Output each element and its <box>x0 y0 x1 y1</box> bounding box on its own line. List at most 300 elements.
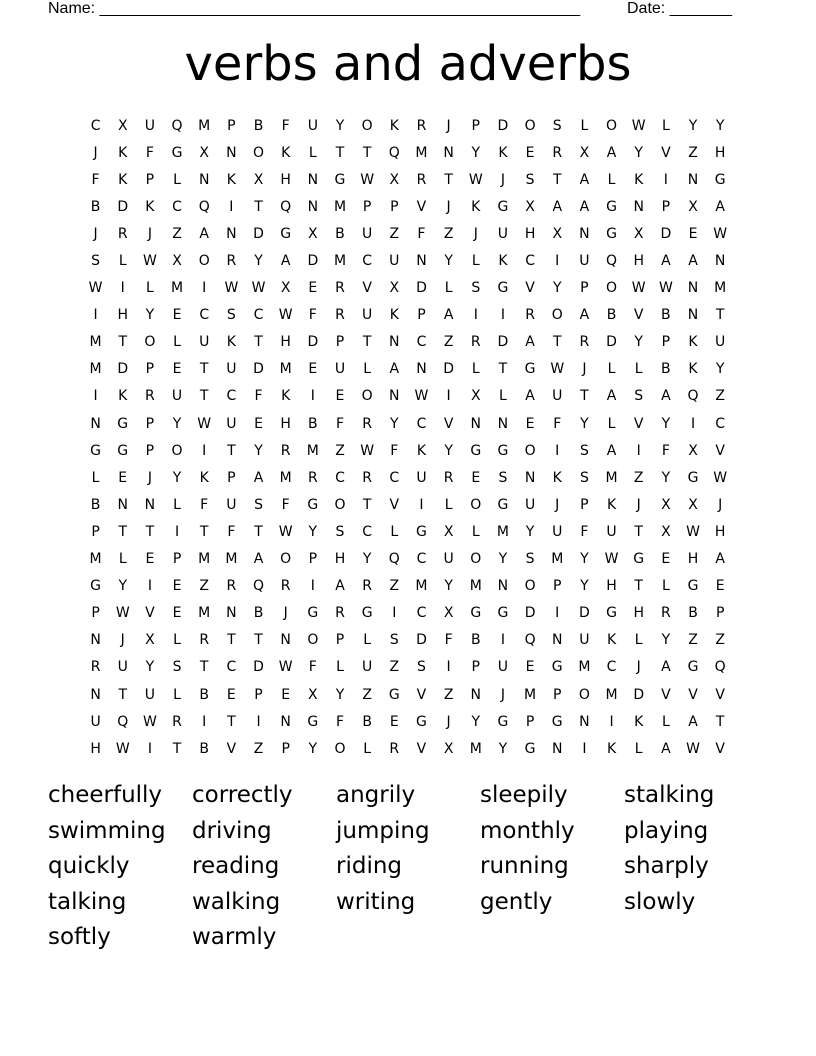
grid-letter[interactable]: R <box>335 307 345 324</box>
grid-letter[interactable]: T <box>580 388 589 405</box>
grid-letter[interactable]: L <box>145 280 154 297</box>
grid-letter[interactable]: R <box>362 578 372 595</box>
grid-letter[interactable]: J <box>147 225 152 242</box>
grid-letter[interactable]: Y <box>335 117 345 134</box>
grid-letter[interactable]: U <box>226 496 237 513</box>
grid-letter[interactable]: C <box>606 659 617 676</box>
grid-letter[interactable]: E <box>525 659 535 676</box>
grid-letter[interactable]: M <box>496 523 509 540</box>
grid-letter[interactable]: P <box>335 334 345 351</box>
grid-letter[interactable]: P <box>91 523 100 540</box>
grid-letter[interactable]: J <box>555 496 560 513</box>
grid-letter[interactable]: C <box>416 334 427 351</box>
grid-letter[interactable]: A <box>688 713 698 730</box>
grid-letter[interactable]: Z <box>688 632 698 649</box>
grid-letter[interactable]: N <box>90 415 101 432</box>
grid-letter[interactable]: X <box>308 686 318 703</box>
grid-letter[interactable]: Q <box>198 198 210 215</box>
grid-letter[interactable]: K <box>145 198 155 215</box>
grid-letter[interactable]: J <box>93 225 98 242</box>
grid-letter[interactable]: I <box>147 740 152 757</box>
grid-letter[interactable]: P <box>227 117 236 134</box>
grid-letter[interactable]: G <box>470 605 482 622</box>
grid-letter[interactable]: C <box>90 117 101 134</box>
grid-letter[interactable]: K <box>389 307 399 324</box>
grid-letter[interactable]: J <box>500 171 505 188</box>
grid-letter[interactable]: K <box>199 469 209 486</box>
grid-letter[interactable]: O <box>171 442 183 459</box>
grid-letter[interactable]: M <box>605 686 618 703</box>
grid-letter[interactable]: N <box>416 253 427 270</box>
grid-letter[interactable]: W <box>631 117 646 134</box>
grid-letter[interactable]: R <box>172 713 182 730</box>
grid-letter[interactable]: I <box>582 740 587 757</box>
grid-letter[interactable]: Y <box>661 632 671 649</box>
grid-letter[interactable]: L <box>173 632 181 649</box>
grid-letter[interactable]: R <box>362 415 372 432</box>
grid-letter[interactable]: M <box>171 280 184 297</box>
grid-letter[interactable]: U <box>497 225 509 242</box>
grid-letter[interactable]: G <box>90 442 101 459</box>
grid-letter[interactable]: R <box>226 253 237 270</box>
grid-letter[interactable]: L <box>390 523 399 540</box>
grid-letter[interactable]: L <box>634 740 643 757</box>
grid-letter[interactable]: B <box>470 632 481 649</box>
grid-letter[interactable]: O <box>307 632 319 649</box>
grid-letter[interactable]: B <box>661 361 671 378</box>
grid-letter[interactable]: O <box>470 496 482 513</box>
grid-letter[interactable]: I <box>147 578 152 595</box>
grid-letter[interactable]: M <box>306 442 319 459</box>
grid-letter[interactable]: P <box>417 307 426 324</box>
grid-letter[interactable]: L <box>634 632 643 649</box>
grid-letter[interactable]: U <box>226 415 237 432</box>
grid-letter[interactable]: P <box>308 551 318 568</box>
grid-letter[interactable]: Y <box>498 551 508 568</box>
grid-letter[interactable]: T <box>362 496 372 513</box>
grid-letter[interactable]: J <box>120 632 125 649</box>
grid-letter[interactable]: K <box>498 253 508 270</box>
grid-letter[interactable]: S <box>254 496 263 513</box>
grid-letter[interactable]: L <box>173 334 181 351</box>
grid-letter[interactable]: I <box>202 713 207 730</box>
grid-letter[interactable]: K <box>416 442 427 459</box>
grid-letter[interactable]: R <box>470 334 481 351</box>
grid-letter[interactable]: A <box>579 171 590 188</box>
grid-letter[interactable]: I <box>93 307 98 324</box>
grid-letter[interactable]: R <box>280 578 291 595</box>
grid-letter[interactable]: Y <box>444 578 453 595</box>
grid-letter[interactable]: P <box>172 551 182 568</box>
grid-letter[interactable]: X <box>552 225 563 242</box>
grid-letter[interactable]: I <box>446 659 451 676</box>
grid-letter[interactable]: Q <box>687 388 699 405</box>
grid-letter[interactable]: I <box>202 442 207 459</box>
grid-letter[interactable]: Y <box>308 523 318 540</box>
grid-letter[interactable]: O <box>361 117 373 134</box>
grid-letter[interactable]: K <box>118 388 128 405</box>
grid-letter[interactable]: Y <box>335 686 345 703</box>
grid-letter[interactable]: Z <box>715 632 725 649</box>
grid-letter[interactable]: W <box>278 523 293 540</box>
grid-letter[interactable]: N <box>714 253 726 270</box>
grid-letter[interactable]: N <box>280 713 291 730</box>
grid-letter[interactable]: S <box>226 307 236 324</box>
grid-letter[interactable]: I <box>93 388 98 405</box>
grid-letter[interactable]: E <box>715 578 725 595</box>
grid-letter[interactable]: Y <box>172 415 182 432</box>
grid-letter[interactable]: T <box>227 632 236 649</box>
grid-letter[interactable]: O <box>524 442 536 459</box>
grid-letter[interactable]: D <box>497 334 509 351</box>
grid-letter[interactable]: N <box>687 171 699 188</box>
grid-letter[interactable]: A <box>606 442 617 459</box>
grid-letter[interactable]: M <box>198 605 211 622</box>
grid-letter[interactable]: T <box>254 198 263 215</box>
grid-letter[interactable]: T <box>227 442 236 459</box>
grid-letter[interactable]: V <box>525 280 535 297</box>
grid-letter[interactable]: Q <box>714 659 726 676</box>
grid-letter[interactable]: J <box>473 225 478 242</box>
grid-letter[interactable]: L <box>499 388 507 405</box>
grid-letter[interactable]: B <box>90 198 101 215</box>
grid-letter[interactable]: R <box>660 605 671 622</box>
grid-letter[interactable]: P <box>254 686 263 703</box>
grid-letter[interactable]: C <box>715 415 726 432</box>
grid-letter[interactable]: N <box>389 388 400 405</box>
grid-letter[interactable]: S <box>498 469 508 486</box>
grid-letter[interactable]: O <box>524 117 536 134</box>
grid-letter[interactable]: H <box>714 144 726 161</box>
grid-letter[interactable]: O <box>551 307 563 324</box>
grid-letter[interactable]: M <box>333 198 347 215</box>
grid-letter[interactable]: R <box>335 605 345 622</box>
grid-letter[interactable]: N <box>226 144 237 161</box>
grid-letter[interactable]: N <box>90 632 101 649</box>
grid-letter[interactable]: K <box>281 144 291 161</box>
grid-letter[interactable]: X <box>470 388 481 405</box>
grid-letter[interactable]: P <box>553 578 562 595</box>
grid-letter[interactable]: L <box>634 361 643 378</box>
grid-letter[interactable]: I <box>473 307 478 324</box>
grid-letter[interactable]: T <box>199 388 209 405</box>
grid-letter[interactable]: H <box>714 523 726 540</box>
grid-letter[interactable]: L <box>444 496 453 513</box>
grid-letter[interactable]: H <box>633 253 644 270</box>
grid-letter[interactable]: C <box>199 307 210 324</box>
grid-letter[interactable]: M <box>469 578 482 595</box>
grid-letter[interactable]: L <box>471 523 480 540</box>
grid-letter[interactable]: X <box>280 280 291 297</box>
grid-letter[interactable]: H <box>280 334 291 351</box>
grid-letter[interactable]: N <box>551 740 563 757</box>
grid-letter[interactable]: E <box>145 551 155 568</box>
grid-letter[interactable]: O <box>578 686 590 703</box>
grid-letter[interactable]: L <box>471 361 480 378</box>
grid-letter[interactable]: G <box>171 144 183 161</box>
grid-letter[interactable]: S <box>579 442 589 459</box>
grid-letter[interactable]: R <box>416 171 427 188</box>
grid-letter[interactable]: G <box>687 469 699 486</box>
grid-letter[interactable]: T <box>552 171 562 188</box>
grid-letter[interactable]: S <box>525 171 535 188</box>
grid-letter[interactable]: P <box>580 496 589 513</box>
grid-letter[interactable]: X <box>145 632 155 649</box>
grid-letter[interactable]: E <box>254 415 263 432</box>
grid-letter[interactable]: B <box>199 740 209 757</box>
grid-letter[interactable]: D <box>443 361 454 378</box>
grid-letter[interactable]: F <box>390 442 399 459</box>
grid-letter[interactable]: B <box>661 307 671 324</box>
grid-letter[interactable]: V <box>633 415 644 432</box>
grid-letter[interactable]: I <box>690 415 696 432</box>
grid-letter[interactable]: I <box>555 253 560 270</box>
grid-letter[interactable]: G <box>524 361 536 378</box>
grid-letter[interactable]: Y <box>580 415 589 432</box>
grid-letter[interactable]: C <box>172 198 182 215</box>
grid-letter[interactable]: G <box>334 171 346 188</box>
grid-letter[interactable]: U <box>199 334 210 351</box>
grid-letter[interactable]: K <box>471 198 481 215</box>
grid-letter[interactable]: C <box>253 307 264 324</box>
grid-letter[interactable]: K <box>634 171 644 188</box>
grid-letter[interactable]: V <box>226 740 237 757</box>
grid-letter[interactable]: Y <box>145 659 155 676</box>
grid-letter[interactable]: G <box>606 605 617 622</box>
grid-letter[interactable]: G <box>388 686 400 703</box>
grid-letter[interactable]: M <box>89 361 102 378</box>
grid-letter[interactable]: Q <box>606 253 618 270</box>
grid-letter[interactable]: P <box>661 334 671 351</box>
grid-letter[interactable]: I <box>663 171 668 188</box>
grid-letter[interactable]: N <box>307 198 319 215</box>
grid-letter[interactable]: K <box>389 117 399 134</box>
grid-letter[interactable]: W <box>631 280 646 297</box>
grid-letter[interactable]: G <box>497 198 509 215</box>
grid-letter[interactable]: J <box>636 659 641 676</box>
grid-letter[interactable]: P <box>580 280 589 297</box>
grid-letter[interactable]: N <box>307 171 319 188</box>
grid-letter[interactable]: W <box>686 740 700 757</box>
grid-letter[interactable]: N <box>687 280 699 297</box>
grid-letter[interactable]: S <box>172 659 182 676</box>
grid-letter[interactable]: X <box>633 225 644 242</box>
grid-letter[interactable]: W <box>197 415 212 432</box>
grid-letter[interactable]: F <box>308 659 317 676</box>
grid-letter[interactable]: G <box>606 198 617 215</box>
grid-letter[interactable]: G <box>470 442 482 459</box>
grid-letter[interactable]: N <box>389 334 400 351</box>
grid-letter[interactable]: B <box>253 117 264 134</box>
grid-letter[interactable]: N <box>579 225 590 242</box>
grid-letter[interactable]: B <box>308 415 318 432</box>
grid-letter[interactable]: Y <box>444 253 453 270</box>
grid-letter[interactable]: H <box>280 415 291 432</box>
grid-letter[interactable]: L <box>173 686 181 703</box>
grid-letter[interactable]: D <box>253 659 264 676</box>
grid-letter[interactable]: K <box>281 388 291 405</box>
grid-letter[interactable]: Y <box>471 144 481 161</box>
grid-letter[interactable]: L <box>363 361 372 378</box>
grid-letter[interactable]: T <box>335 144 345 161</box>
grid-letter[interactable]: V <box>661 686 671 703</box>
grid-letter[interactable]: F <box>335 713 345 730</box>
grid-letter[interactable]: N <box>579 713 590 730</box>
grid-letter[interactable]: U <box>362 225 373 242</box>
grid-letter[interactable]: C <box>226 659 237 676</box>
grid-letter[interactable]: I <box>120 280 125 297</box>
grid-letter[interactable]: W <box>142 713 157 730</box>
grid-letter[interactable]: K <box>688 334 698 351</box>
grid-letter[interactable]: Y <box>390 415 399 432</box>
grid-letter[interactable]: N <box>416 361 427 378</box>
grid-letter[interactable]: M <box>605 469 618 486</box>
grid-letter[interactable]: S <box>525 551 535 568</box>
grid-letter[interactable]: S <box>335 523 345 540</box>
grid-letter[interactable]: I <box>310 388 315 405</box>
grid-letter[interactable]: W <box>278 307 293 324</box>
grid-letter[interactable]: Q <box>171 117 183 134</box>
grid-letter[interactable]: Z <box>389 659 400 676</box>
grid-letter[interactable]: C <box>416 415 427 432</box>
grid-letter[interactable]: I <box>446 388 451 405</box>
grid-letter[interactable]: A <box>525 388 535 405</box>
grid-letter[interactable]: T <box>254 523 263 540</box>
grid-letter[interactable]: G <box>687 578 699 595</box>
grid-letter[interactable]: N <box>470 415 481 432</box>
grid-letter[interactable]: A <box>579 307 590 324</box>
grid-letter[interactable]: J <box>446 198 451 215</box>
grid-letter[interactable]: U <box>362 659 373 676</box>
grid-letter[interactable]: Z <box>389 578 400 595</box>
grid-letter[interactable]: V <box>389 496 400 513</box>
grid-letter[interactable]: U <box>579 632 590 649</box>
grid-letter[interactable]: M <box>198 117 211 134</box>
grid-letter[interactable]: T <box>118 334 128 351</box>
grid-letter[interactable]: Y <box>145 307 155 324</box>
grid-letter[interactable]: D <box>606 334 617 351</box>
grid-letter[interactable]: W <box>115 605 130 622</box>
grid-letter[interactable]: W <box>713 225 728 242</box>
grid-letter[interactable]: A <box>253 469 264 486</box>
grid-letter[interactable]: J <box>147 469 152 486</box>
grid-letter[interactable]: P <box>145 171 155 188</box>
grid-letter[interactable]: G <box>633 551 645 568</box>
grid-letter[interactable]: A <box>661 740 671 757</box>
grid-letter[interactable]: G <box>497 280 509 297</box>
grid-letter[interactable]: B <box>606 307 617 324</box>
grid-letter[interactable]: I <box>500 632 505 649</box>
grid-letter[interactable]: E <box>688 225 698 242</box>
grid-letter[interactable]: U <box>497 659 509 676</box>
grid-letter[interactable]: W <box>550 361 565 378</box>
grid-letter[interactable]: Y <box>471 713 481 730</box>
grid-letter[interactable]: D <box>307 334 319 351</box>
grid-letter[interactable]: O <box>361 388 373 405</box>
grid-letter[interactable]: A <box>661 388 671 405</box>
grid-letter[interactable]: D <box>416 632 427 649</box>
grid-letter[interactable]: G <box>416 713 427 730</box>
grid-letter[interactable]: H <box>334 551 346 568</box>
grid-letter[interactable]: B <box>362 713 372 730</box>
grid-letter[interactable]: F <box>444 632 453 649</box>
grid-letter[interactable]: U <box>389 253 400 270</box>
grid-letter[interactable]: Y <box>715 361 725 378</box>
grid-letter[interactable]: I <box>636 442 641 459</box>
grid-letter[interactable]: X <box>308 225 318 242</box>
grid-letter[interactable]: G <box>497 605 509 622</box>
grid-letter[interactable]: A <box>661 253 671 270</box>
name-field-label[interactable]: Name: ______________________________________________________ <box>48 0 581 17</box>
grid-letter[interactable]: T <box>254 632 263 649</box>
grid-letter[interactable]: F <box>281 117 290 134</box>
grid-letter[interactable]: O <box>470 551 482 568</box>
grid-letter[interactable]: W <box>251 280 266 297</box>
grid-letter[interactable]: I <box>500 307 505 324</box>
grid-letter[interactable]: L <box>91 469 100 486</box>
grid-letter[interactable]: O <box>198 253 210 270</box>
grid-letter[interactable]: K <box>118 144 128 161</box>
grid-letter[interactable]: C <box>335 469 345 486</box>
grid-letter[interactable]: L <box>580 117 589 134</box>
grid-letter[interactable]: A <box>688 253 698 270</box>
grid-letter[interactable]: G <box>497 496 509 513</box>
grid-letter[interactable]: Y <box>118 578 128 595</box>
grid-letter[interactable]: F <box>661 442 670 459</box>
grid-letter[interactable]: C <box>226 388 237 405</box>
grid-letter[interactable]: D <box>416 280 427 297</box>
grid-letter[interactable]: P <box>227 469 236 486</box>
grid-letter[interactable]: E <box>471 469 481 486</box>
grid-letter[interactable]: A <box>253 551 264 568</box>
grid-letter[interactable]: Y <box>362 551 372 568</box>
grid-letter[interactable]: C <box>362 253 373 270</box>
grid-letter[interactable]: F <box>254 388 263 405</box>
grid-letter[interactable]: P <box>525 713 535 730</box>
grid-letter[interactable]: U <box>715 334 726 351</box>
grid-letter[interactable]: D <box>524 605 536 622</box>
grid-letter[interactable]: M <box>198 551 211 568</box>
grid-letter[interactable]: D <box>253 361 264 378</box>
grid-letter[interactable]: I <box>310 578 315 595</box>
grid-letter[interactable]: W <box>468 171 483 188</box>
grid-letter[interactable]: R <box>525 307 535 324</box>
grid-letter[interactable]: O <box>334 496 346 513</box>
grid-letter[interactable]: M <box>279 469 292 486</box>
grid-letter[interactable]: K <box>498 144 508 161</box>
grid-letter[interactable]: E <box>118 469 128 486</box>
grid-letter[interactable]: H <box>280 171 291 188</box>
grid-letter[interactable]: U <box>524 496 536 513</box>
grid-letter[interactable]: U <box>226 361 237 378</box>
grid-letter[interactable]: O <box>606 117 618 134</box>
grid-letter[interactable]: T <box>254 334 263 351</box>
grid-letter[interactable]: Q <box>388 551 400 568</box>
grid-letter[interactable]: P <box>281 740 290 757</box>
grid-letter[interactable]: F <box>417 225 426 242</box>
grid-letter[interactable]: C <box>416 605 427 622</box>
grid-letter[interactable]: X <box>688 442 698 459</box>
grid-letter[interactable]: Y <box>308 740 318 757</box>
grid-letter[interactable]: A <box>335 578 345 595</box>
grid-letter[interactable]: X <box>661 496 671 513</box>
grid-letter[interactable]: O <box>280 551 292 568</box>
grid-letter[interactable]: A <box>606 388 617 405</box>
grid-letter[interactable]: E <box>308 280 318 297</box>
grid-letter[interactable]: T <box>172 740 182 757</box>
grid-letter[interactable]: N <box>117 496 128 513</box>
grid-letter[interactable]: N <box>90 686 101 703</box>
